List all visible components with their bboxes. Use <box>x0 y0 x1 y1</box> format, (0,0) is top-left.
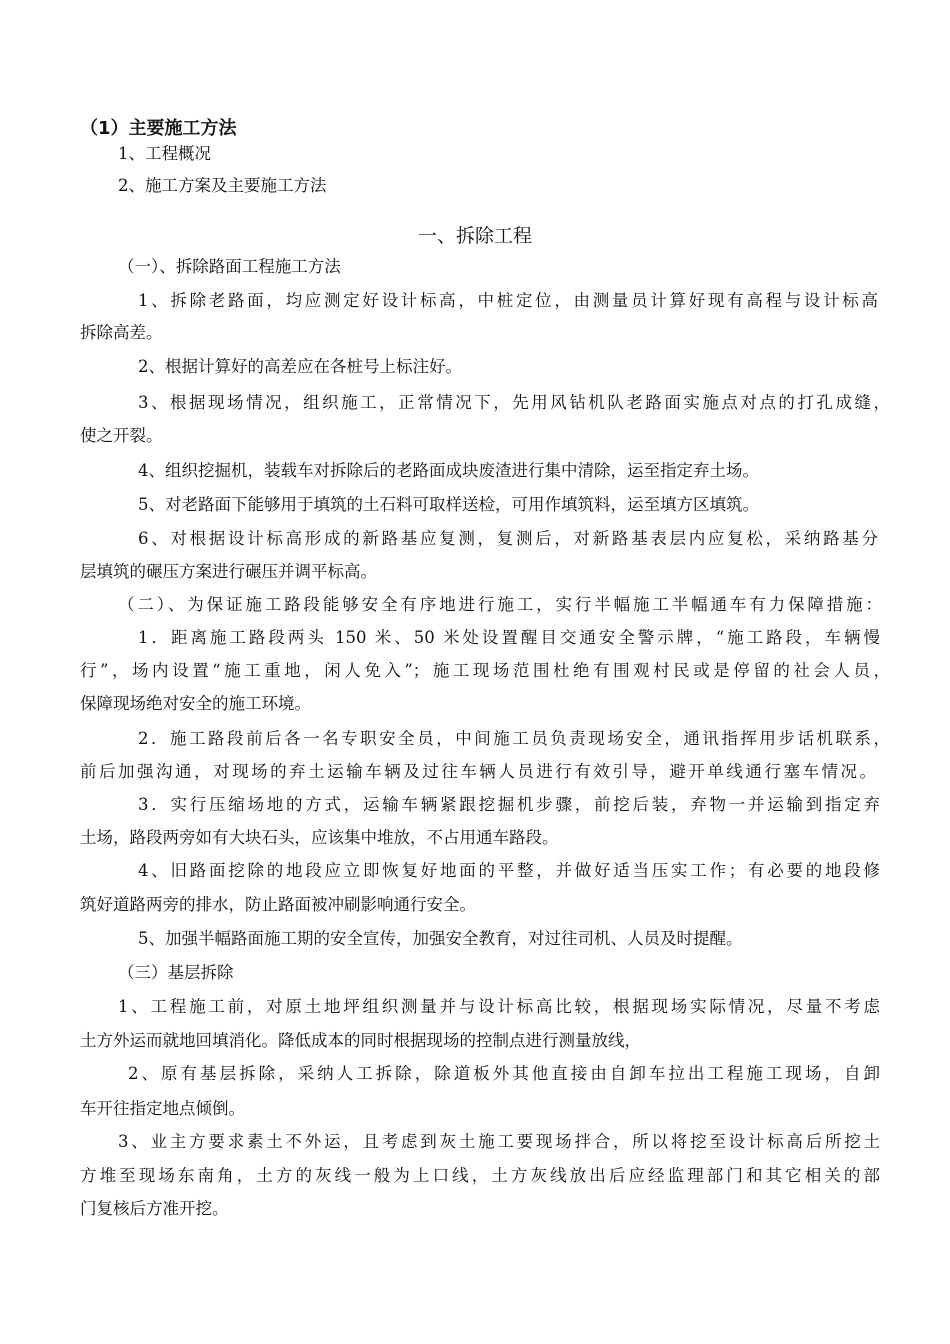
paragraph-line: 1．距离施工路段两头 150 米、50 米处设置醒目交通安全警示牌，“施工路段，车辆慢 <box>138 628 880 647</box>
paragraph-line: 前后加强沟通，对现场的弃土运输车辆及过往车辆人员进行有效引导，避开单线通行塞车情况。 <box>80 762 876 781</box>
main-heading: （1）主要施工方法 <box>80 118 237 139</box>
paragraph-line: 土场，路段两旁如有大块石头，应该集中堆放，不占用通车路段。 <box>80 828 559 847</box>
paragraph-line: 筑好道路两旁的排水，防止路面被冲刷影响通行安全。 <box>80 895 476 914</box>
paragraph-line: 3、根据现场情况，组织施工，正常情况下，先用风钻机队老路面实施点对点的打孔成缝， <box>138 393 890 412</box>
subsection-title-1: （一）、拆除路面工程施工方法 <box>118 257 341 276</box>
toc-item-2: 2、施工方案及主要施工方法 <box>118 176 327 195</box>
paragraph-line: 1、工程施工前，对原土地坪组织测量并与设计标高比较，根据现场实际情况，尽量不考虑 <box>118 997 880 1016</box>
subsection-title-2: （二）、为保证施工路段能够安全有序地进行施工，实行半幅施工半幅通车有力保障措施： <box>118 595 882 614</box>
paragraph-line: 2、根据计算好的高差应在各桩号上标注好。 <box>138 357 462 376</box>
paragraph-line: 土方外运而就地回填消化。降低成本的同时根据现场的控制点进行测量放线， <box>80 1031 641 1050</box>
paragraph-line: 1、拆除老路面，均应测定好设计标高，中桩定位，由测量员计算好现有高程与设计标高 <box>138 291 878 310</box>
subsection-title-3: （三）基层拆除 <box>118 963 234 982</box>
paragraph-line: 方堆至现场东南角，土方的灰线一般为上口线，土方灰线放出后应经监理部门和其它相关的部 <box>80 1166 880 1185</box>
paragraph-line: 5、对老路面下能够用于填筑的土石料可取样送检，可用作填筑料，运至填方区填筑。 <box>138 495 759 514</box>
paragraph-line: 4、组织挖掘机，装载车对拆除后的老路面成块废渣进行集中清除，运至指定弃土场。 <box>138 461 759 480</box>
paragraph-line: 2．施工路段前后各一名专职安全员，中间施工员负责现场安全，通讯指挥用步话机联系， <box>138 729 890 748</box>
section-title: 一、拆除工程 <box>417 225 532 247</box>
paragraph-line: 使之开裂。 <box>80 426 163 445</box>
paragraph-line: 门复核后方准开挖。 <box>80 1199 229 1218</box>
toc-item-1: 1、工程概况 <box>118 144 211 163</box>
paragraph-line: 6、对根据设计标高形成的新路基应复测，复测后，对新路基表层内应复松，采纳路基分 <box>138 529 878 548</box>
paragraph-line: 车开往指定地点倾倒。 <box>80 1099 245 1118</box>
paragraph-line: 3．实行压缩场地的方式，运输车辆紧跟挖掘机步骤，前挖后装，弃物一并运输到指定弃 <box>138 795 880 814</box>
paragraph-line: 保障现场绝对安全的施工环境。 <box>80 694 311 713</box>
paragraph-line: 层填筑的碾压方案进行碾压并调平标高。 <box>80 562 377 581</box>
paragraph-line: 5、加强半幅路面施工期的安全宣传，加强安全教育，对过往司机、人员及时提醒。 <box>138 929 743 948</box>
paragraph-line: 3、业主方要求素土不外运，且考虑到灰土施工要现场拌合，所以将挖至设计标高后所挖土 <box>118 1132 880 1151</box>
paragraph-line: 4、旧路面挖除的地段应立即恢复好地面的平整，并做好适当压实工作；有必要的地段修 <box>138 861 880 880</box>
paragraph-line: 行”，场内设置“施工重地，闲人免入”；施工现场范围杜绝有围观村民或是停留的社会人员， <box>80 661 890 680</box>
paragraph-line: 2、原有基层拆除，采纳人工拆除，除道板外其他直接由自卸车拉出工程施工现场，自卸 <box>128 1064 880 1083</box>
paragraph-line: 拆除高差。 <box>80 323 163 342</box>
